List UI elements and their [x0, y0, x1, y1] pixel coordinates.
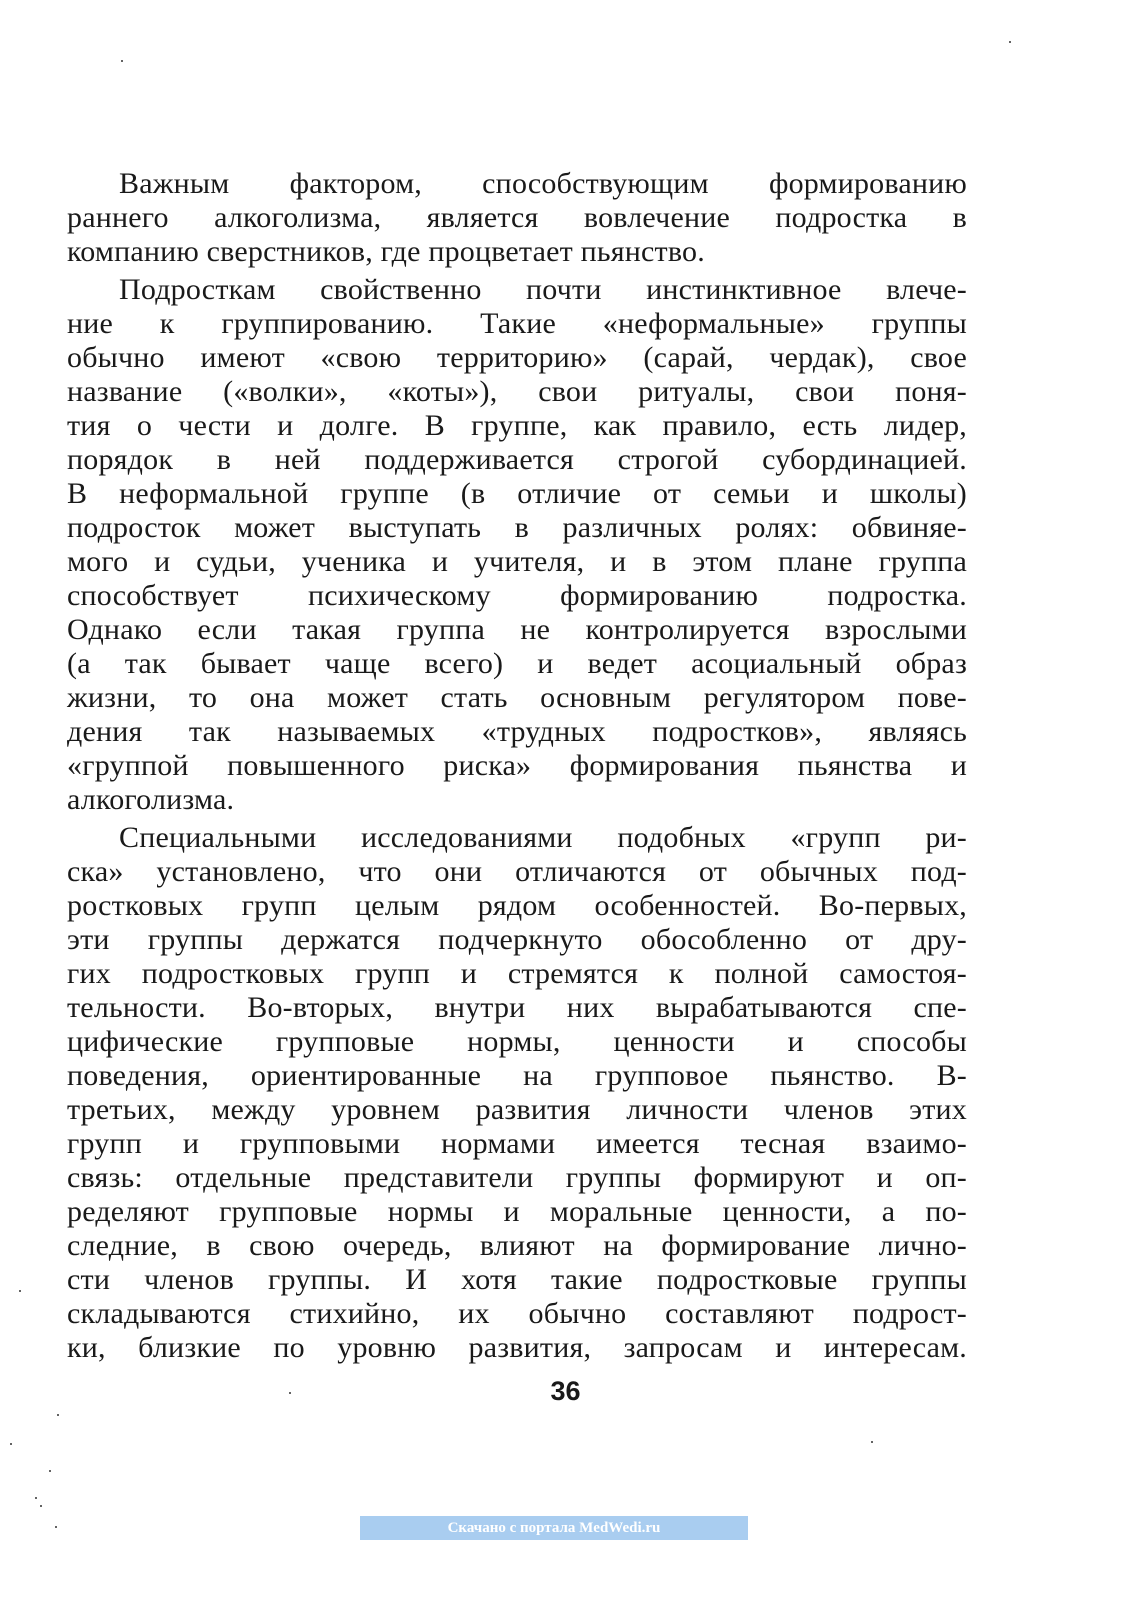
text-line: ки, близкие по уровню развития, запросам и интересам. — [67, 1331, 967, 1364]
text-line: следние, в свою очередь, влияют на формирование лично- — [67, 1229, 967, 1262]
text-line: дения так называемых «трудных подростков», являясь — [67, 715, 967, 748]
text-line: цифические групповые нормы, ценности и способы — [67, 1025, 967, 1058]
page-number: 36 — [550, 1376, 581, 1406]
body-text — [67, 167, 967, 1369]
text-line: ределяют групповые нормы и моральные ценности, а по- — [67, 1195, 967, 1228]
text-line: Однако если такая группа не контролируется взрослыми — [67, 613, 967, 646]
watermark-banner: Скачано с портала MedWedi.ru — [360, 1516, 748, 1540]
text-line: В неформальной группе (в отличие от семьи и школы) — [67, 477, 967, 510]
text-line: складываются стихийно, их обычно составляют подрост- — [67, 1297, 967, 1330]
scan-speck — [121, 60, 123, 62]
text-line: групп и групповыми нормами имеется тесная взаимо- — [67, 1127, 967, 1160]
text-line: алкоголизма. — [67, 783, 235, 816]
text-line: ние к группированию. Такие «неформальные» группы — [67, 307, 967, 340]
scan-speck — [40, 1505, 42, 1507]
text-line: «группой повышенного риска» формирования пьянства и — [67, 749, 967, 782]
text-line: название («волки», «коты»), свои ритуалы, свои поня- — [67, 375, 967, 408]
text-line: поведения, ориентированные на групповое пьянство. В- — [67, 1059, 967, 1092]
text-line: (а так бывает чаще всего) и ведет асоциальный образ — [67, 647, 967, 680]
text-line: эти группы держатся подчеркнуто обособленно от дру- — [67, 923, 967, 956]
scan-speck — [871, 1441, 873, 1443]
paragraph-2 — [67, 273, 967, 817]
text-line: способствует психическому формированию подростка. — [67, 579, 967, 612]
scan-speck — [289, 1392, 291, 1394]
paragraph-3 — [67, 821, 967, 1365]
scan-speck — [49, 1470, 51, 1472]
text-line: порядок в ней поддерживается строгой субординацией. — [67, 443, 967, 476]
scan-speck — [1009, 41, 1011, 43]
text-line: ска» установлено, что они отличаются от обычных под- — [67, 855, 967, 888]
text-line: тельности. Во-вторых, внутри них вырабатываются спе- — [67, 991, 967, 1024]
text-line: третьих, между уровнем развития личности членов этих — [67, 1093, 967, 1126]
text-line: тия о чести и долге. В группе, как правило, есть лидер, — [67, 409, 967, 442]
scan-speck — [57, 1414, 59, 1416]
text-line: жизни, то она может стать основным регулятором пове- — [67, 681, 967, 714]
scan-speck — [35, 1497, 37, 1499]
paragraph-1 — [67, 167, 967, 269]
text-line: связь: отдельные представители группы формируют и оп- — [67, 1161, 967, 1194]
text-line: раннего алкоголизма, является вовлечение подростка в — [67, 201, 967, 234]
text-line: обычно имеют «свою территорию» (сарай, чердак), свое — [67, 341, 967, 374]
text-line: подросток может выступать в различных ролях: обвиняе- — [67, 511, 967, 544]
text-line: гих подростковых групп и стремятся к полной самостоя- — [67, 957, 967, 990]
scan-speck — [55, 1526, 57, 1528]
text-line: мого и судьи, ученика и учителя, и в этом плане группа — [67, 545, 967, 578]
text-line: компанию сверстников, где процветает пьянство. — [67, 235, 705, 268]
text-line: Подросткам свойственно почти инстинктивное влече- — [119, 273, 967, 306]
scan-speck — [19, 1290, 21, 1292]
text-line: Важным фактором, способствующим формированию — [119, 167, 967, 200]
text-line: Специальными исследованиями подобных «групп ри- — [119, 821, 967, 854]
text-line: сти членов группы. И хотя такие подростковые группы — [67, 1263, 967, 1296]
text-line: ростковых групп целым рядом особенностей. Во-первых, — [67, 889, 967, 922]
scan-speck — [10, 1443, 12, 1445]
